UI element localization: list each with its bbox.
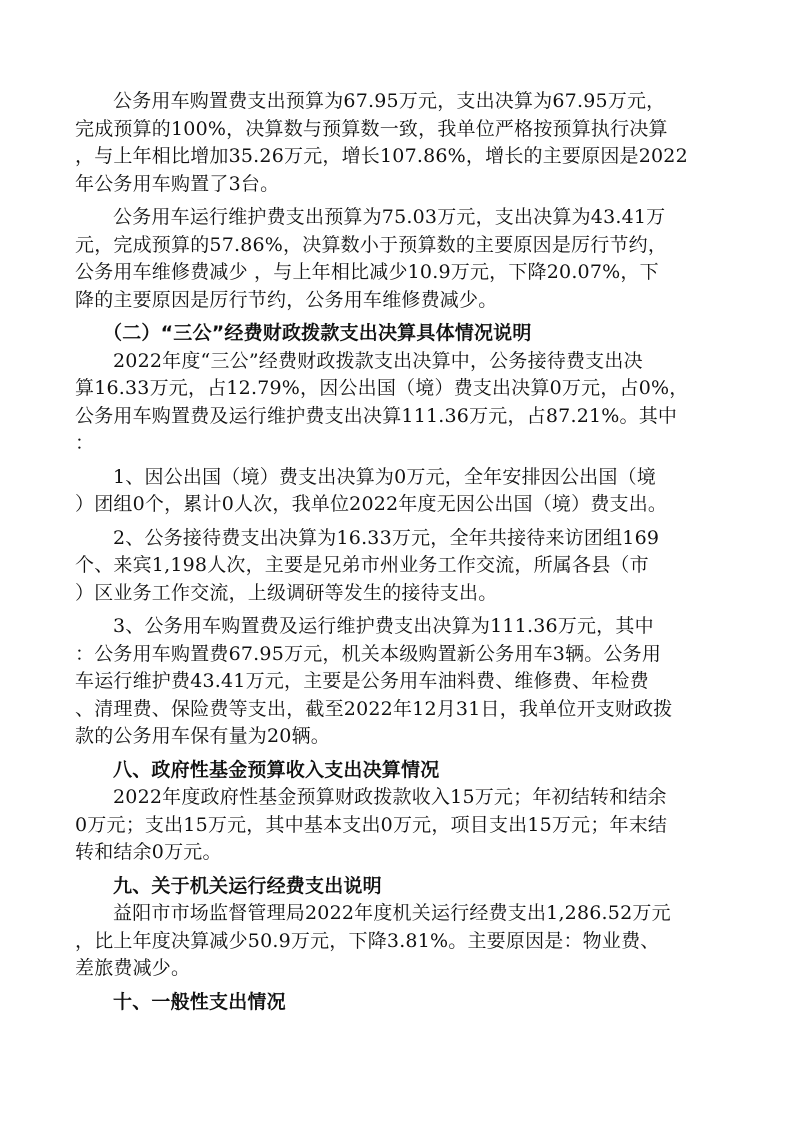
text-line: 0万元；支出15万元，其中基本支出0万元，项目支出15万元；年末结 [75, 813, 668, 836]
text-line: ）团组0个，累计0人次，我单位2022年度无因公出国（境）费支出。 [75, 493, 668, 515]
text-line: 、清理费、保险费等支出，截至2022年12月31日，我单位开支财政拨 [75, 697, 673, 720]
text-line: 2、公务接待费支出决算为16.33万元，全年共接待来访团组169 [113, 526, 660, 549]
text-line: 2022年度“三公”经费财政拨款支出决算中，公务接待费支出决 [113, 349, 643, 372]
text-line: 款的公务用车保有量为20辆。 [75, 725, 330, 747]
text-line: 公务用车购置费及运行维护费支出决算111.36万元，占87.21%。其中 [75, 404, 678, 427]
text-line: 益阳市市场监督管理局2022年度机关运行经费支出1,286.52万元 [113, 902, 671, 924]
text-line: 完成预算的100%，决算数与预算数一致，我单位严格按预算执行决算 [75, 117, 668, 140]
section-heading: 八、政府性基金预算收入支出决算情况 [113, 758, 440, 781]
text-line: 公务用车购置费支出预算为67.95万元，支出决算为67.95万元， [113, 90, 666, 112]
text-line: ，与上年相比增加35.26万元，增长107.86%，增长的主要原因是2022 [75, 145, 688, 167]
text-line: ）区业务工作交流，上级调研等发生的接待支出。 [75, 581, 498, 604]
text-line: 算16.33万元，占12.79%，因公出国（境）费支出决算0万元，占0%， [75, 377, 689, 399]
paragraph-overseas [75, 464, 725, 519]
paragraph-three-public-summary [75, 348, 725, 458]
text-line: 2022年度政府性基金预算财政拨款收入15万元；年初结转和结余 [113, 786, 667, 808]
text-line: 转和结余0万元。 [75, 841, 222, 863]
text-line: 3、公务用车购置费及运行维护费支出决算为111.36万元，其中 [113, 615, 654, 637]
text-line: 年公务用车购置了3台。 [75, 172, 280, 195]
section-heading: 九、关于机关运行经费支出说明 [113, 874, 382, 897]
text-line: 元，完成预算的57.86%，决算数小于预算数的主要原因是厉行节约， [75, 233, 668, 256]
section-heading: 十、一般性支出情况 [113, 990, 286, 1013]
document-page [75, 88, 725, 1016]
text-line: ：公务用车购置费67.95万元，机关本级购置新公务用车3辆。公务用 [75, 642, 662, 665]
paragraph-reception [75, 525, 725, 608]
text-line: 个、来宾1,198人次，主要是兄弟市州业务工作交流，所属各县（市 [75, 554, 649, 576]
paragraph-vehicle-purchase [75, 88, 725, 198]
section-heading: （二）“三公”经费财政拨款支出决算具体情况说明 [103, 322, 532, 344]
paragraph-operating-expenses [75, 900, 725, 983]
text-line: 公务用车维修费减少 ，与上年相比减少10.9万元，下降20.07%，下 [75, 261, 659, 283]
text-line: 公务用车运行维护费支出预算为75.03万元，支出决算为43.41万 [113, 206, 666, 228]
paragraph-vehicle-maintenance [75, 204, 725, 314]
text-line: 车运行维护费43.41万元，主要是公务用车油料费、维修费、年检费 [75, 670, 649, 692]
text-line: ： [75, 432, 95, 454]
text-line: 降的主要原因是厉行节约，公务用车维修费减少。 [75, 288, 498, 311]
paragraph-vehicles [75, 613, 725, 751]
text-line: 差旅费减少。 [75, 957, 191, 979]
text-line: 1、因公出国（境）费支出决算为0万元，全年安排因公出国（境 [113, 465, 656, 488]
paragraph-government-fund [75, 784, 725, 867]
text-line: ，比上年度决算减少50.9万元，下降3.81%。主要原因是：物业费、 [75, 929, 660, 952]
